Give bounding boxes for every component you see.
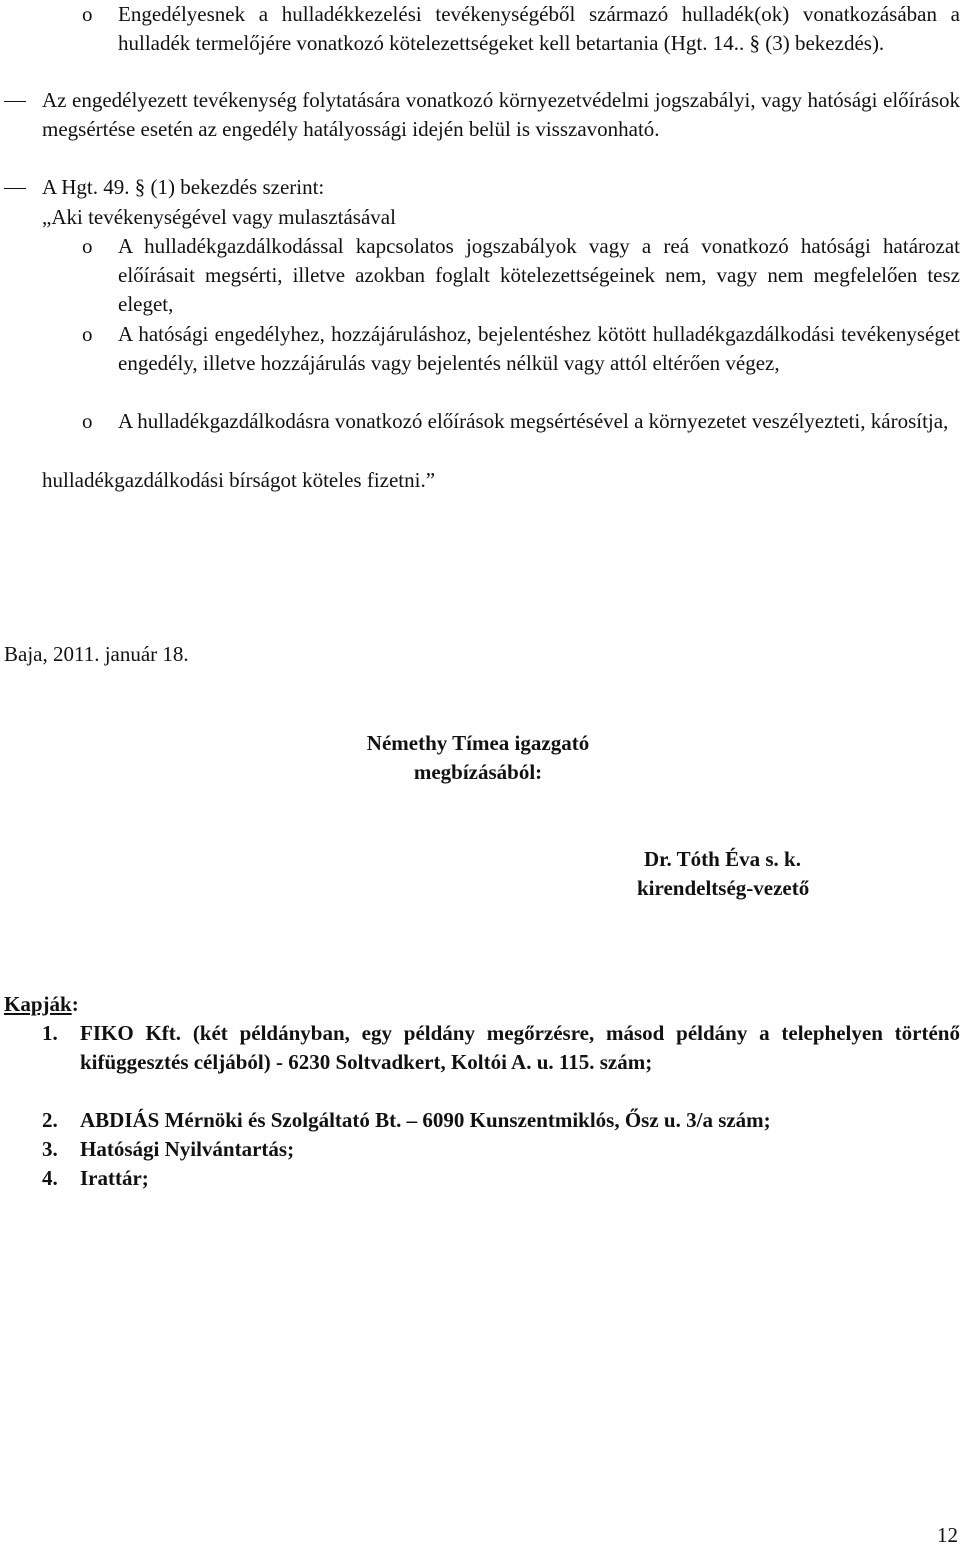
recipient-number: 4. [42,1166,58,1190]
list-bullet: o [82,322,93,346]
recipient-number: 1. [42,1021,58,1045]
recipient-number: 2. [42,1108,58,1132]
list-item-text: A hulladékgazdálkodással kapcsolatos jogszabályok vagy a reá vonatkozó hatósági határozat előírásait megsérti, illetve azokban foglalt kötelezettségeinek nem, vagy nem megfelelően tesz eleget, [118,234,960,316]
recipient-text: FIKO Kft. (két példányban, egy példány megőrzésre, másod példány a telephelyen történő kifüggesztés céljából) - 6230 Soltvadkert, Koltói A. u. 115. szám; [80,1021,960,1074]
dash-item-text: A Hgt. 49. § (1) bekezdés szerint: [42,175,325,199]
recipient-text: Hatósági Nyilvántartás; [80,1137,295,1161]
list-item-text: A hulladékgazdálkodásra vonatkozó előírások megsértésével a környezetet veszélyezteti, károsítja, [118,409,949,433]
recipient-number: 3. [42,1137,58,1161]
dash-bullet [4,101,26,102]
signatory-line2: megbízásából: [413,760,543,784]
recipients-heading [4,990,79,1019]
list-item-text: Engedélyesnek a hulladékkezelési tevékenységéből származó hulladék(ok) vonatkozásában a hulladék termelőjére vonatkozó kötelezettségeket kell betartania (Hgt. 14.. § (3) bekezdés). [118,2,960,55]
recipient-text: ABDIÁS Mérnöki és Szolgáltató Bt. – 6090 Kunszentmiklós, Ősz u. 3/a szám; [80,1108,771,1132]
signer-name: Dr. Tóth Éva s. k. [644,847,801,871]
recipient-text: Irattár; [80,1166,149,1190]
dash-bullet [4,188,26,189]
quote-outro: hulladékgazdálkodási bírságot köteles fizetni.” [42,468,436,492]
signatory-line1: Némethy Tímea igazgató [366,731,590,755]
signer-title: kirendeltség-vezető [637,876,810,900]
recipients-heading-colon: : [71,992,79,1016]
place-date: Baja, 2011. január 18. [4,642,189,666]
list-bullet: o [82,2,93,26]
page-number: 12 [937,1523,958,1547]
list-bullet: o [82,409,93,433]
dash-item-text: Az engedélyezett tevékenység folytatására vonatkozó környezetvédelmi jogszabályi, vagy hatósági előírások megsértése esetén az engedély hatályossági idején belül is visszavonható. [42,88,960,141]
recipients-heading-label: Kapják [4,992,72,1016]
list-item-text: A hatósági engedélyhez, hozzájáruláshoz, bejelentéshez kötött hulladékgazdálkodási tevékenységet engedély, illetve hozzájárulás vagy bejelentés nélkül vagy attól eltérően végez, [118,322,960,375]
quote-intro: „Aki tevékenységével vagy mulasztásával [42,205,396,229]
list-bullet: o [82,234,93,258]
